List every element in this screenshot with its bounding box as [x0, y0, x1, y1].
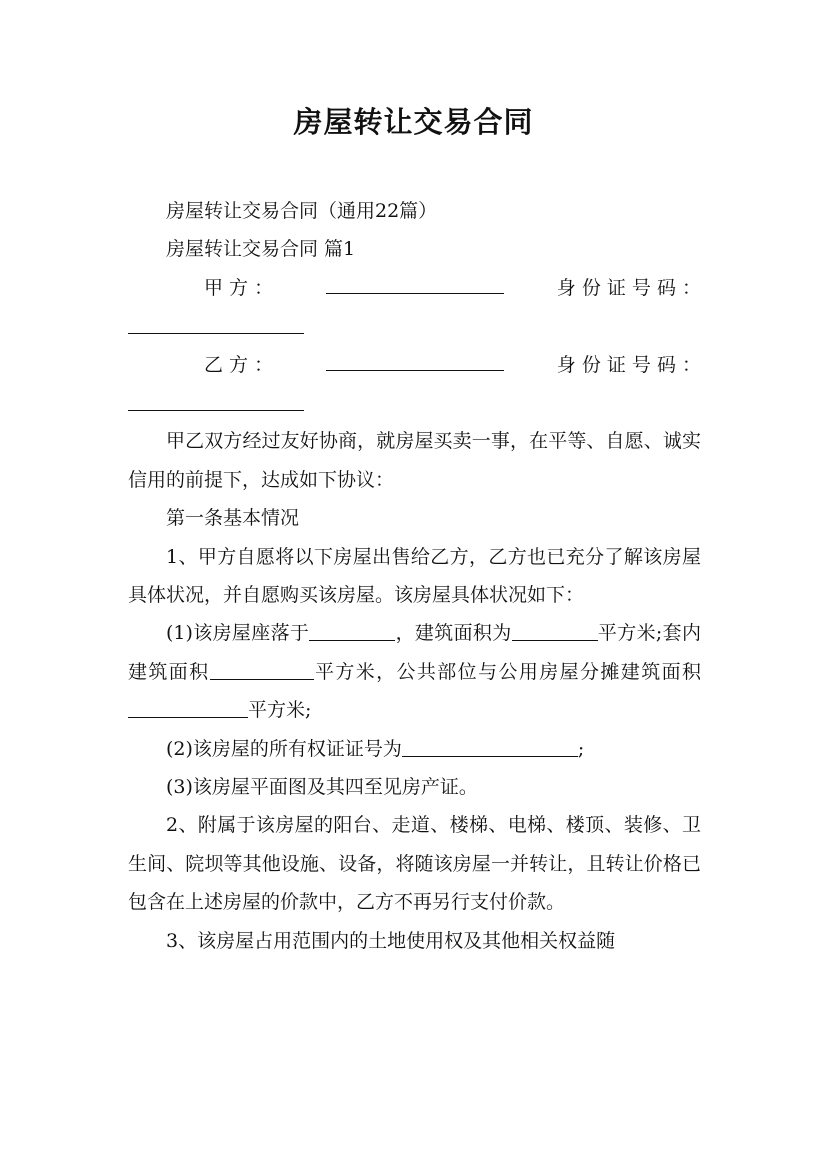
item-1-text-a: (1)该房屋座落于 — [166, 622, 310, 645]
item-1-text-b: ，建筑面积为 — [395, 622, 512, 645]
item-2-text-b: ; — [577, 737, 585, 760]
intro-paragraph: 甲乙双方经过友好协商，就房屋买卖一事，在平等、自愿、诚实信用的前提下，达成如下协议： — [128, 430, 701, 491]
party-a-line — [128, 269, 701, 307]
inner-area-blank — [210, 659, 314, 680]
collection-heading: 房屋转让交易合同（通用22篇） — [166, 200, 438, 222]
shared-area-blank — [128, 697, 248, 718]
part-heading: 房屋转让交易合同 篇1 — [166, 238, 356, 261]
party-b-line — [128, 346, 701, 384]
party-a-label: 甲 方 ： — [204, 276, 274, 299]
item-1-paragraph — [128, 614, 701, 729]
party-b-id-label: 身 份 证 号 码 ： — [556, 353, 701, 376]
item-2-paragraph — [128, 730, 701, 768]
party-b-id-blank-line — [128, 384, 701, 422]
certificate-number-blank — [402, 736, 578, 757]
document-title: 房屋转让交易合同 — [293, 105, 534, 139]
item-1-text-c: 平方米;套内建筑面积 — [128, 622, 701, 683]
item-1-text-d: 平方米，公共部位与公用房屋分摊建筑面积 — [313, 660, 701, 683]
party-a-name-blank — [326, 273, 504, 294]
document-body — [128, 192, 701, 960]
location-blank — [309, 620, 395, 641]
party-b-id-blank — [128, 390, 304, 411]
item-3-paragraph: (3)该房屋平面图及其四至见房产证。 — [166, 776, 478, 799]
item-2-text-a: (2)该房屋的所有权证证号为 — [166, 737, 402, 760]
party-a-id-label: 身 份 证 号 码 ： — [556, 276, 701, 299]
floor-area-blank — [512, 620, 598, 641]
party-b-name-blank — [326, 350, 504, 371]
article-1-heading: 第一条基本情况 — [166, 507, 300, 530]
clause-2-paragraph: 2、附属于该房屋的阳台、走道、楼梯、电梯、楼顶、装修、卫生间、院坝等其他设施、设备，将随该房屋一并转让，且转让价格已包含在上述房屋的价款中，乙方不再另行支付价款。 — [128, 814, 701, 914]
clause-1-paragraph: 1、甲方自愿将以下房屋出售给乙方，乙方也已充分了解该房屋具体状况，并自愿购买该房屋。该房屋具体状况如下： — [128, 545, 701, 607]
party-a-id-blank-line — [128, 307, 701, 345]
party-b-label: 乙 方 ： — [204, 353, 274, 376]
clause-3-paragraph: 3、该房屋占用范围内的土地使用权及其他相关权益随 — [166, 929, 616, 952]
item-1-text-e: 平方米; — [248, 699, 312, 722]
party-a-id-blank — [128, 313, 304, 334]
